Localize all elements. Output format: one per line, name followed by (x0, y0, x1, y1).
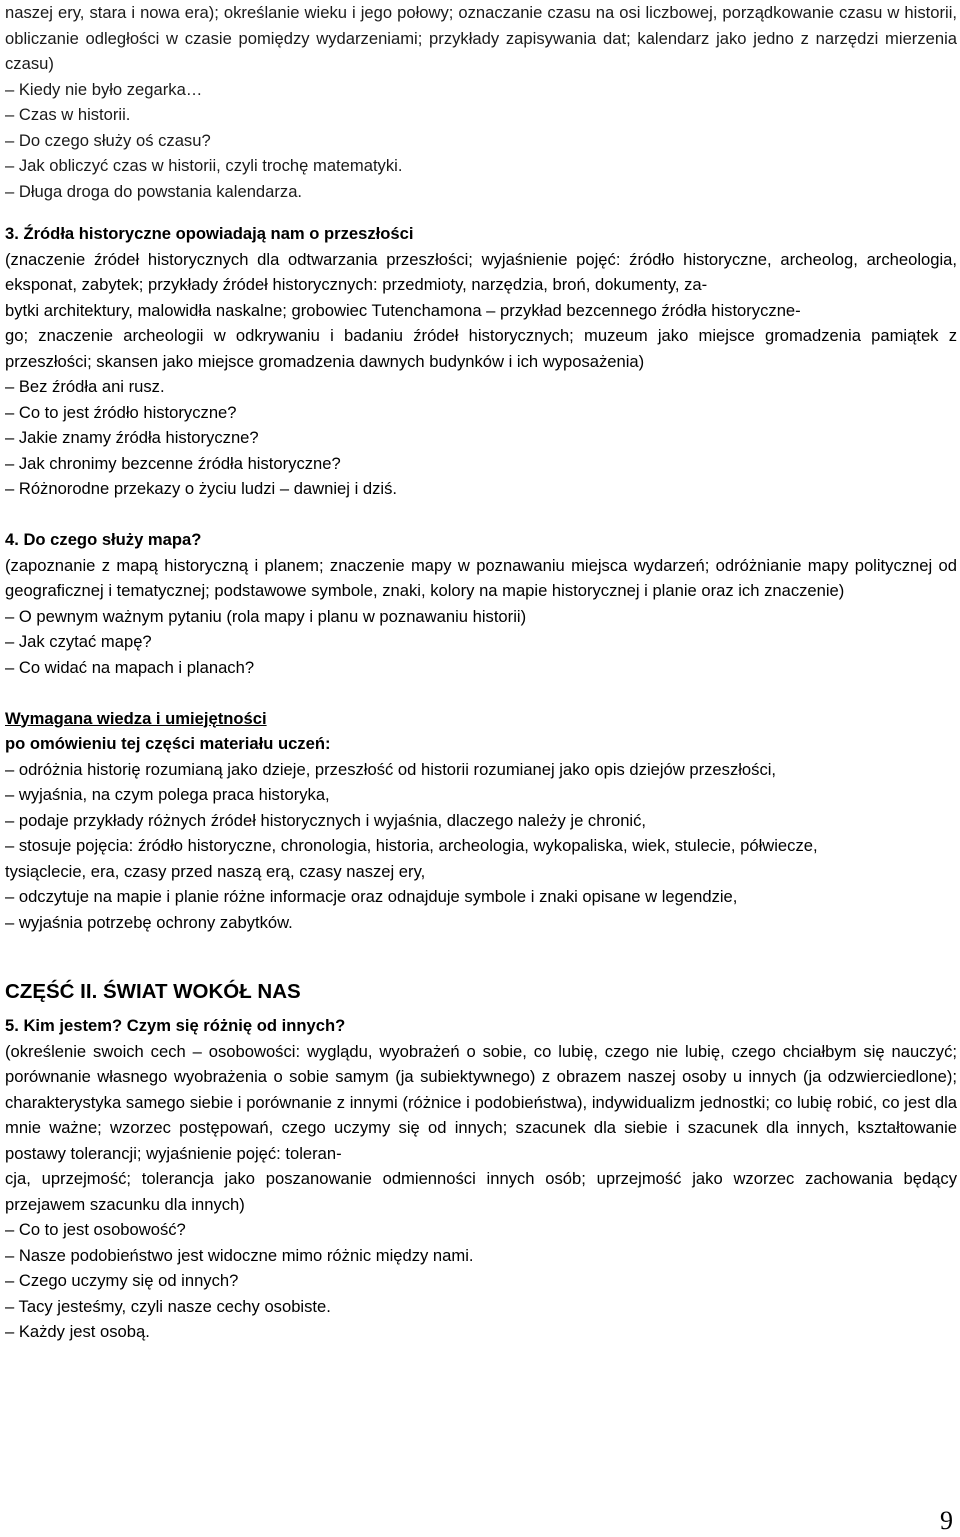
list-item: – stosuje pojęcia: źródło historyczne, chronologia, historia, archeologia, wykopaliska, wiek, stulecie, półwiecze, tysiąclecie, era, czasy przed naszą erą, czasy naszej ery, (5, 836, 818, 881)
requirements-title: Wymagana wiedza i umiejętności (5, 708, 267, 728)
section-5-heading: 5. Kim jestem? Czym się różnię od innych? (5, 1016, 346, 1035)
list-item: – odróżnia historię rozumianą jako dzieje, przeszłość od historii rozumianej jako opis dziejów przeszłości, (5, 759, 777, 779)
spacer (5, 935, 957, 978)
list-item: – wyjaśnia, na czym polega praca historyka, (5, 785, 330, 804)
list-item: – Czego uczymy się od innych? (5, 1271, 239, 1290)
list-item: – wyjaśnia potrzebę ochrony zabytków. (5, 912, 293, 932)
list-item: – odczytuje na mapie i planie różne informacje oraz odnajduje symbole i znaki opisane w legendzie, (5, 887, 738, 906)
list-item: – Jak obliczyć czas w historii, czyli trochę matematyki. (5, 156, 403, 175)
list-item: – Bez źródła ani rusz. (5, 377, 165, 396)
list-item: – Jak czytać mapę? (5, 632, 152, 651)
requirements-subtitle: po omówieniu tej części materiału uczeń: (5, 734, 331, 753)
section-3-description: (znaczenie źródeł historycznych dla odtwarzania przeszłości; wyjaśnienie pojęć: źródło historyczne, archeolog, archeologia, eksponat, zabytek; przykłady źródeł historycznych: przedmioty, narzędzia, broń, dokumenty, za- bytki architektury, malowidła naskalne; grobowiec Tutenchamona – przykład bezcennego źródła historyczne- go; znaczenie archeologii w odkrywaniu i badaniu źródeł historycznych; muzeum jako miejsce gromadzenia pamiątek z przeszłości; skansen jako miejsce gromadzenia dawnych budynków i ich wyposażenia) (5, 249, 957, 371)
list-item: – Długa droga do powstania kalendarza. (5, 181, 303, 201)
part-2-title: CZĘŚĆ II. ŚWIAT WOKÓŁ NAS (5, 980, 301, 1003)
list-item: – Jakie znamy źródła historyczne? (5, 428, 259, 447)
section-4-description: (zapoznanie z mapą historyczną i planem; znaczenie mapy w poznawaniu miejsca wydarzeń; odróżnianie mapy politycznej od geograficznej i tematycznej; podstawowe symbole, znaki, kolory na mapie historycznej i planie oraz ich znaczenie) (5, 555, 957, 600)
list-item: – Do czego służy oś czasu? (5, 130, 211, 150)
list-item: – Jak chronimy bezcenne źródła historyczne? (5, 453, 341, 473)
list-item: – O pewnym ważnym pytaniu (rola mapy i planu w poznawaniu historii) (5, 606, 527, 626)
list-item: – Każdy jest osobą. (5, 1322, 150, 1341)
list-item: – Kiedy nie było zegarka… (5, 79, 203, 99)
list-item: – Nasze podobieństwo jest widoczne mimo różnic między nami. (5, 1245, 474, 1265)
page-number: 9 (940, 1506, 953, 1535)
spacer (5, 502, 957, 528)
list-item: – Co to jest źródło historyczne? (5, 402, 237, 422)
intro-list (5, 77, 957, 205)
section-5-description: (określenie swoich cech – osobowości: wyglądu, wyobrażeń o sobie, co lubię, czego nie lubię, czego chciałbym się nauczyć; porównanie własnego wyobrażenia o sobie samym (ja subiektywnego) z obrazem naszej osoby u innych (ja odzwierciedlone); charakterystyka samego siebie i porównanie z innymi (różnice i podobieństwa), indywidualizm jednostki; co lubię robić, co jest dla mnie ważne; wzorzec postępowań, czego uczymy się od innych; szacunek dla siebie i szacunek dla innych, kształtowanie postawy tolerancji; wyjaśnienie pojęć: toleran- cja, uprzejmość; tolerancja jako poszanowanie odmienności innych osób; uprzejmość jako wzorzec zachowania będący przejawem szacunku dla innych) (5, 1041, 957, 1214)
list-item: – Co widać na mapach i planach? (5, 657, 255, 677)
spacer (5, 680, 957, 706)
section-4-list (5, 604, 957, 681)
page-content (5, 0, 957, 1345)
list-item: – Tacy jesteśmy, czyli nasze cechy osobiste. (5, 1296, 331, 1316)
list-item: – Co to jest osobowość? (5, 1220, 186, 1239)
section-5-list (5, 1217, 957, 1345)
section-4-heading: 4. Do czego służy mapa? (5, 530, 202, 549)
section-3-heading: 3. Źródła historyczne opowiadają nam o przeszłości (5, 224, 414, 243)
spacer (5, 204, 957, 221)
list-item: – Czas w historii. (5, 105, 131, 124)
section-3-list (5, 374, 957, 502)
list-item: – podaje przykłady różnych źródeł historycznych i wyjaśnia, dlaczego należy je chronić, (5, 810, 647, 830)
spacer (5, 1006, 957, 1013)
requirements-list (5, 757, 957, 936)
intro-paragraph: naszej ery, stara i nowa era); określanie wieku i jego połowy; oznaczanie czasu na osi liczbowej, porządkowanie czasu w historii, obliczanie odległości w czasie pomiędzy wydarzeniami; przykłady zapisywania dat; kalendarz jako jedno z narzędzi mierzenia czasu) (5, 3, 957, 73)
list-item: – Różnorodne przekazy o życiu ludzi – dawniej i dziś. (5, 479, 397, 498)
